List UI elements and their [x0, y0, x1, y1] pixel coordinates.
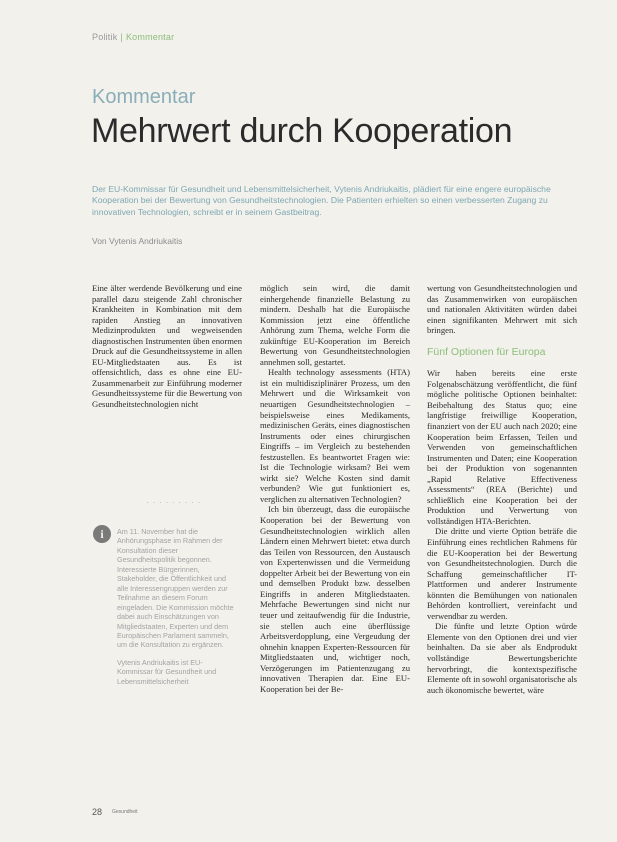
- column-2: [260, 283, 410, 694]
- lead-paragraph: Der EU-Kommissar für Gesundheit und Lebensmittelsicherheit, Vytenis Andriukaitis, plädiert für eine engere europäische Kooperation bei der Bewertung von Gesundheitstechnologien. Die Patienten erhielten so einen verbesserten Zugang zu innovativen Technologien, schreibt er in seinem Gastbeitrag.: [92, 184, 551, 217]
- column-1-paragraph: Eine älter werdende Bevölkerung und eine parallel dazu steigende Zahl chronischer Krankheiten in Kombination mit dem rapiden Anstieg an innovativen Medizinprodukten und wegweisenden diagnostischen Instrumenten üben enormen Druck auf die Gesundheitssysteme in allen EU-Mitgliedstaaten aus. Es ist offensichtlich, dass es ohne eine EU-Zusammenarbeit zur Einführung moderner Gesundheitssysteme für die Bewertung von Gesundheitstechnologien nicht: [92, 283, 242, 410]
- kicker: Kommentar: [92, 86, 196, 108]
- subheading: Fünf Optionen für Europa: [427, 345, 546, 358]
- info-box: [117, 527, 237, 694]
- column-2-paragraph: möglich sein wird, die damit einhergehende finanzielle Belastung zu mindern. Deshalb hat die Europäische Kommission jetzt eine öffentliche Anhörung zum Thema, welche Form die zukünftige EU-Kooperation im Bereich Bewertung von Gesundheitstechnologien annehmen soll, gestartet.: [260, 283, 410, 367]
- page-title: Mehrwert durch Kooperation: [91, 112, 513, 150]
- section-separator: |: [120, 32, 123, 42]
- column-3-paragraph: Die dritte und vierte Option beträfe die Einführung eines rechtlichen Rahmens für die EU-Kooperation bei der Bewertung von Gesundheitstechnologien. Durch die Schaffung gemeinschaftlicher IT-Plattformen und anderer Instrumente könnten die Bemühungen von nationalen Behörden kontrolliert, vereinfacht und verwendbar zu werden.: [427, 526, 577, 621]
- column-3-paragraph: Die fünfte und letzte Option würde Elemente von den Optionen drei und vier beinhalten. Da sie aber als Endprodukt vollständige Bewertungsberichte hervorbringt, die kontextspezifische Elemente oft in sowohl organisatorische als auch ökonomische bewertet, wäre: [427, 621, 577, 695]
- section-label: [92, 32, 174, 42]
- column-1: [92, 283, 242, 410]
- column-3-paragraph: Wir haben bereits eine erste Folgenabschätzung veröffentlicht, die fünf mögliche politische Optionen beinhaltet: Beibehaltung des Status quo; eine langfristige freiwillige Kooperation, finanziert von der EU auch nach 2020; eine Kooperation beim Erfassen, Teilen und Verwenden von gemeinschaftlichen Instrumenten und Daten; eine Kooperation bei der Produktion von sogenannten „Rapid Relative Effectiveness Assessments“ (REA (Berichte) und schließlich eine Kooperation bei der Produktion und Verwertung von vollständigen HTA-Berichten.: [427, 368, 577, 526]
- footer-brand: Gesundheit: [112, 809, 138, 815]
- info-icon: i: [93, 525, 111, 543]
- author-bio: Vytenis Andriukaitis ist EU-Kommissar für Gesundheit und Lebensmittelsicherheit: [117, 657, 217, 686]
- column-2-paragraph: Health technology assessments (HTA) ist ein multidisziplinärer Prozess, um den Mehrwert und die Wirksamkeit von neuartigen Gesundheitstechnologien – beispielsweise eines Medikaments, medizinischen Geräts, eines diagnostischen Instruments oder eines chirurgischen Eingriffs – im Vergleich zu bestehenden festzustellen. Es beantwortet Fragen wie: Ist die Technologie wirksam? Bei wem wirkt sie? Welche Kosten sind damit verbunden? Wie gut funktioniert es, verglichen zu alternativen Technologien?: [260, 367, 410, 504]
- column-3: [427, 283, 577, 695]
- page-number: 28: [92, 807, 103, 817]
- divider-dots: • • • • • • • • •: [147, 500, 202, 505]
- column-3-paragraph: wertung von Gesundheitstechnologien und das Zusammenwirken von europäischen und nationalen Aktivitäten würden dabei einen signifikanten Mehrwert mit sich bringen.: [427, 283, 577, 336]
- section-name: Politik: [92, 32, 118, 42]
- subsection-name: Kommentar: [125, 32, 175, 42]
- info-box-text: Am 11. November hat die Anhörungsphase im Rahmen der Konsultation dieser Gesundheitspolitik begonnen. Interessierte Bürgerinnen, Stakeholder, die Öffentlichkeit und alle Interessengruppen werden zur Teilnahme an diesem Forum eingeladen. Die Kommission möchte dabei auch Einschätzungen von Mitgliedstaaten, Experten und dem Europäischen Parlament sammeln, um die Konsultation zu ergänzen.: [117, 527, 234, 650]
- column-2-paragraph: Ich bin überzeugt, dass die europäische Kooperation bei der Bewertung von Gesundheitstechnologien wirklich allen Ländern einen Mehrwert bietet: etwa durch das Teilen von Ressourcen, den Austausch von Expertenwissen und die Vermeidung doppelter Arbeit bei der Bewertung von ein und demselben Produkt bzw. desselben Eingriffs in anderen Mitgliedstaaten. Mehrfache Bewertungen sind nicht nur teuer und zeitaufwendig für die Industrie, sie stellen auch eine überflüssige Arbeitsverdopplung, eine Vergeudung der ohnehin knappen Experten-Ressourcen für Mitgliedstaaten und, wichtiger noch, Verzögerungen im Patientenzugang zu innovativen Therapien dar. Eine EU-Kooperation bei der Be-: [260, 504, 410, 694]
- byline: Von Vytenis Andriukaitis: [92, 236, 183, 246]
